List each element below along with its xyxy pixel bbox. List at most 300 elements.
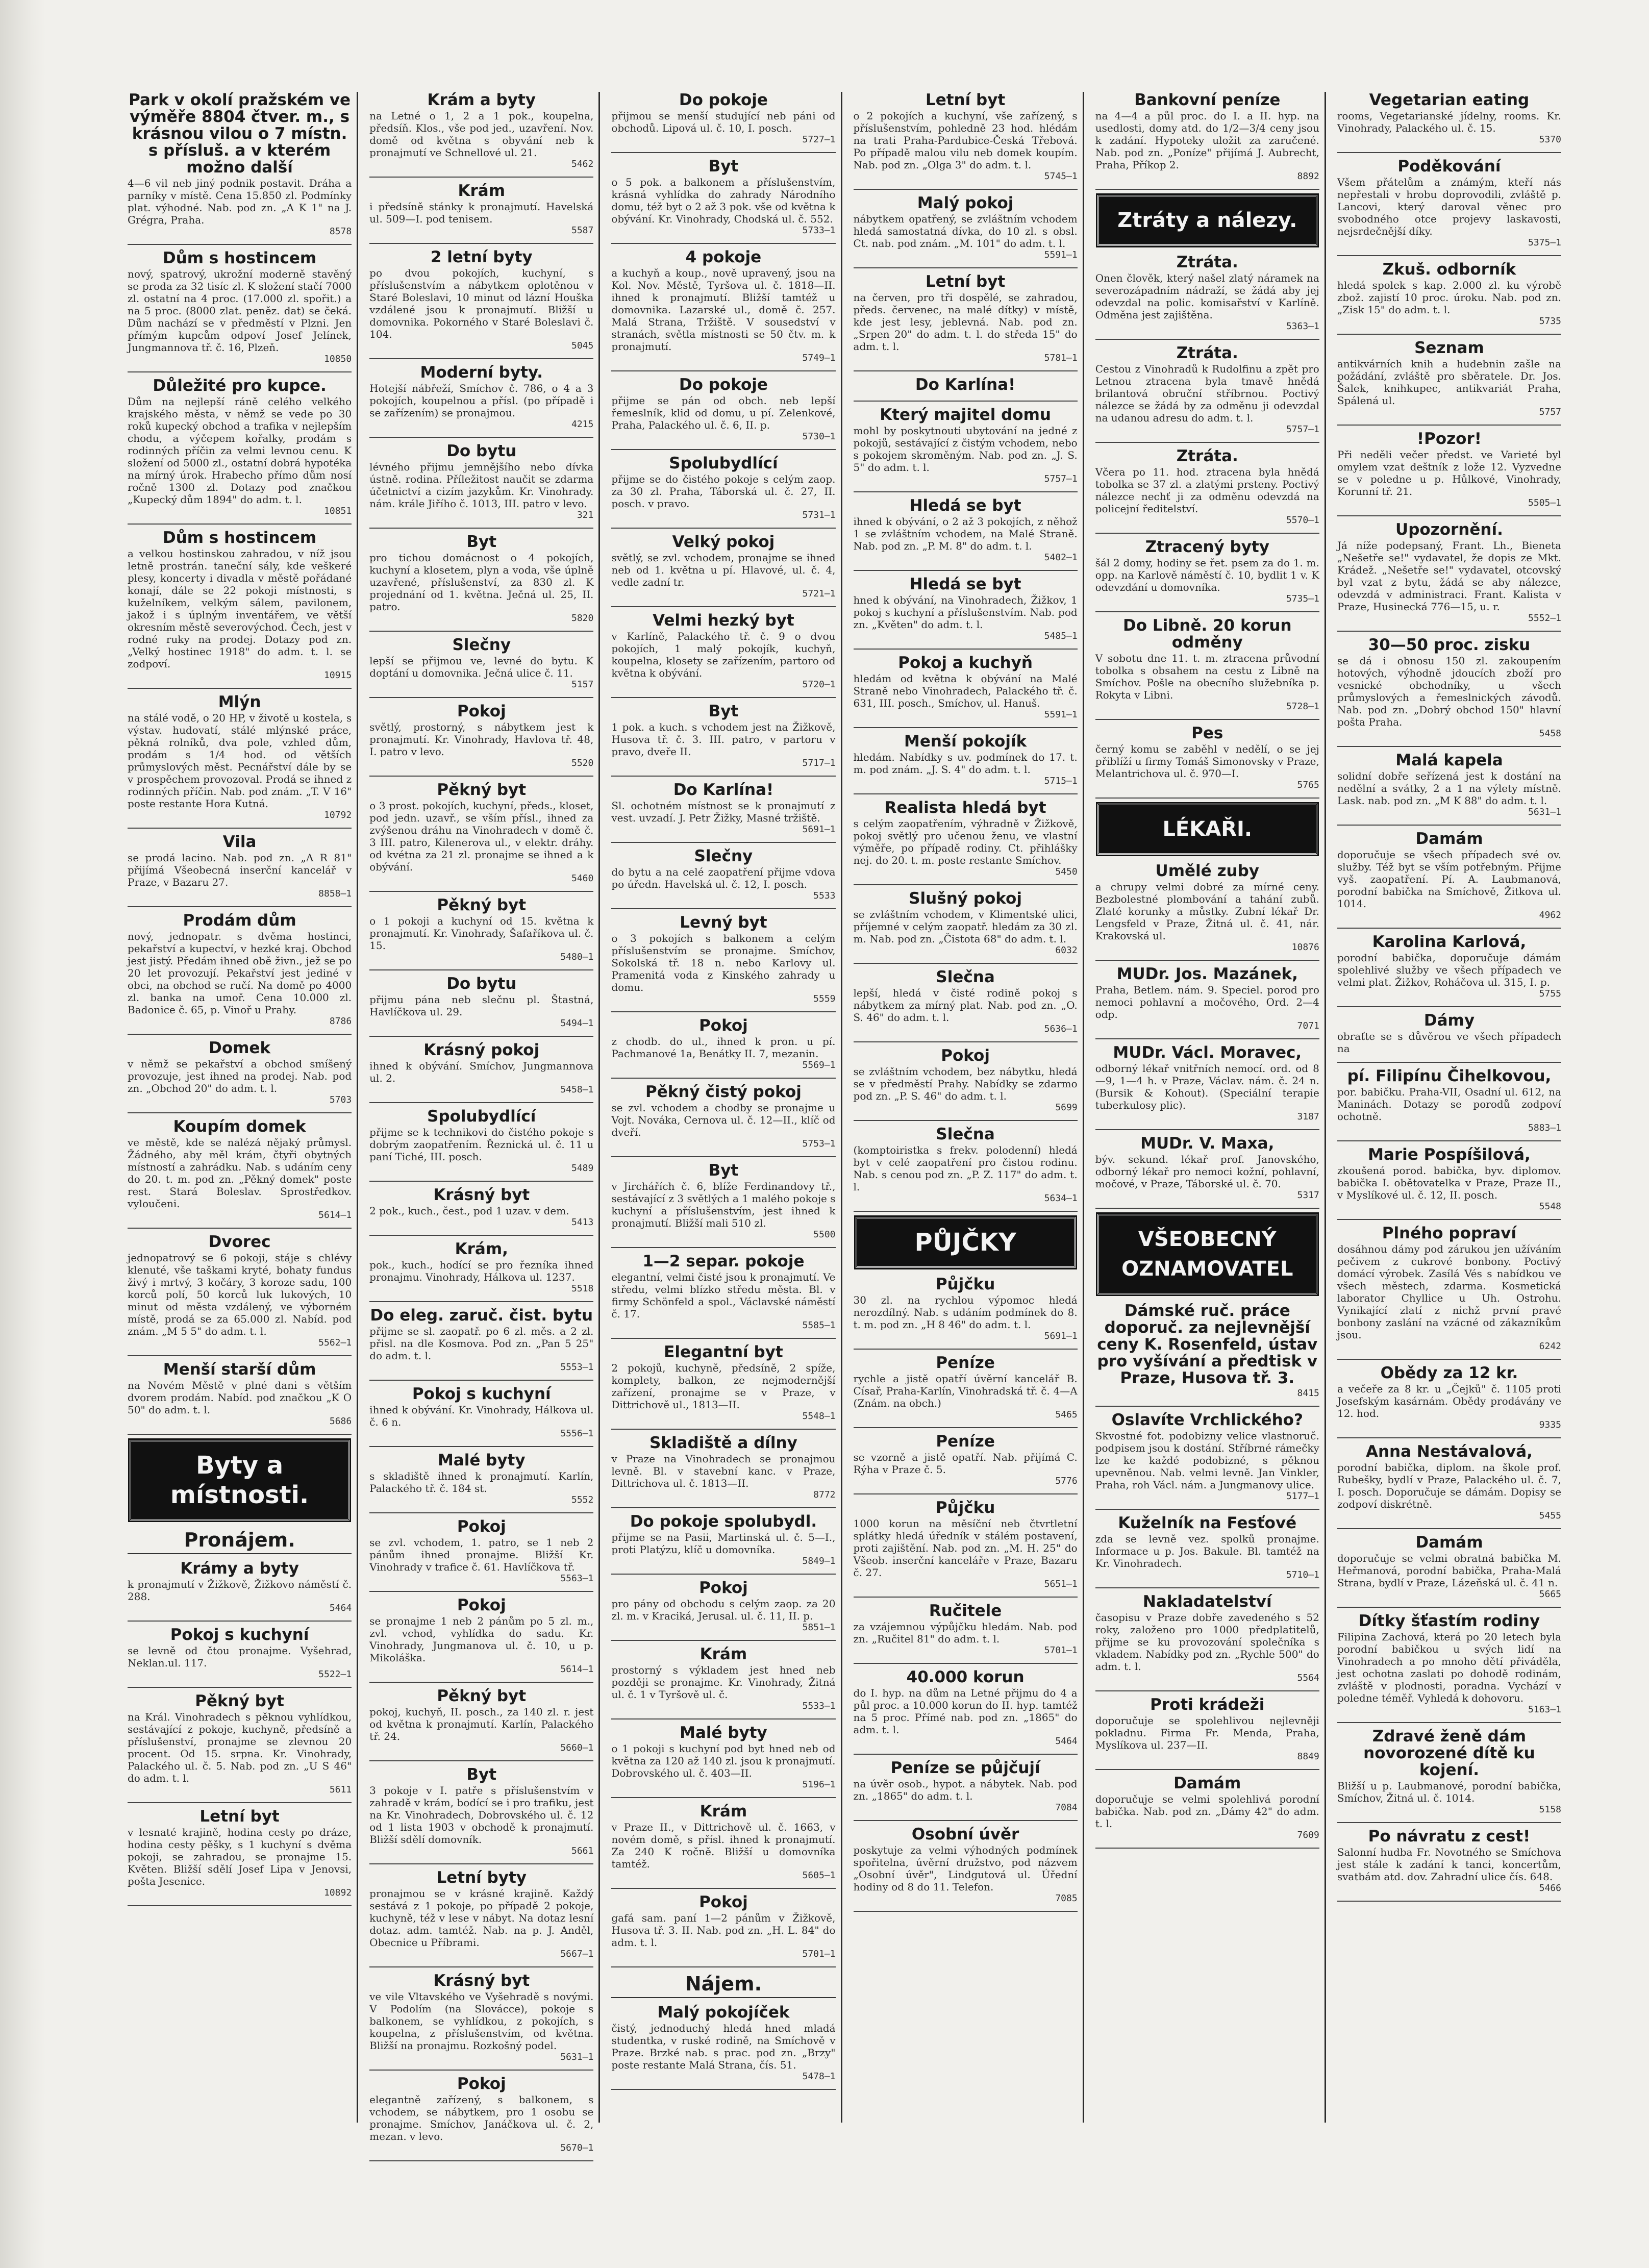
ad-divider bbox=[369, 1446, 593, 1447]
classified-ad bbox=[611, 703, 835, 768]
ad-body: Já níže podepsaný, Frant. Lh., Bieneta „Nešetře se!" vydavatel, že dopis ze Mkt. Krádež. „Nešetře se!" vydavatel, otcovský byl vzat z bytu, žádá se aby nálezce, odevzdá v administraci. Frant. Kalista v Praze, Husinecká 776—15, u. r. bbox=[1337, 539, 1562, 613]
ad-title: Spolubydlící bbox=[427, 1107, 536, 1126]
classified-ad bbox=[1337, 158, 1561, 248]
ad-body: porodní babička, doporučuje dámám spolehlivé služby ve všech případech ve velmi plat. Žižkov, Roháčova ul. 315, I. p. bbox=[1337, 952, 1562, 988]
ad-divider bbox=[369, 528, 593, 529]
classified-ad bbox=[369, 1766, 593, 1856]
ad-reference-number: 7609 bbox=[1297, 1830, 1319, 1840]
ad-divider bbox=[611, 1507, 835, 1508]
ad-body: nový, spatrový, ukrožní moderně stavěný se proda za 32 tisíc zl. K složení stačí 7000 zl. ostatní na 4 proc. (17.000 zl. spořit.) a na 5 proc. (8000 zlat. peněz. dat) se čeká. Dům nachází se v předměstí v Plzni. Jen přímým kupcům odpoví Josef Jelínek, Jungmannova tř. č. 16, Plzeň. bbox=[128, 268, 352, 354]
ad-title: Pokoj bbox=[699, 1016, 748, 1035]
ad-body: šál 2 domy, hodiny se řet. psem za do 1. m. opp. na Karlově náměstí č. 10, bydlit 1 v. K odevzdání u domovníka. bbox=[1095, 557, 1319, 593]
ad-body: se prodá lacino. Nab. pod zn. „A R 81" přijímá Všeobecná inserční kancelář v Praze, v Bazaru 27. bbox=[128, 852, 352, 888]
ad-reference-number: 5781—1 bbox=[1044, 353, 1078, 363]
ad-body: na červen, pro tři dospělé, se zahradou, předs. červenec, na malé dítky) v místě, kde jest lesy, jeblevná. Nab. pod zn. „Srpen 20" do adm. t. l. do středa 15" do adm. t. l. bbox=[853, 291, 1078, 353]
ad-body: s skladiště ihned k pronajmutí. Karlín, Palackého tř. č. 184 st. bbox=[369, 1470, 594, 1494]
ad-body: lepší se přijmou ve, levné do bytu. K doptání u domovnika. Ječná ulice č. 11. bbox=[369, 655, 594, 679]
classified-ad bbox=[369, 897, 593, 962]
ad-reference-number: 6032 bbox=[1055, 945, 1078, 956]
ad-body: na 4—4 a půl proc. do I. a II. hyp. na usedlosti, domy atd. do 1/2—3/4 ceny jsou k zadání. Hypoteky uložit za zaručené. Nab. pod zn. „Poníze" přijímá J. Aubrecht, Praha, Příkop 2. bbox=[1095, 110, 1319, 171]
ad-divider bbox=[369, 891, 593, 892]
ad-reference-number: 5710—1 bbox=[1286, 1569, 1319, 1580]
ad-title: MUDr. Jos. Mazánek, bbox=[1116, 965, 1298, 983]
classified-ad bbox=[611, 1646, 835, 1711]
ad-reference-number: 5317 bbox=[1297, 1190, 1319, 1201]
ad-divider bbox=[611, 528, 835, 529]
ad-body: 4—6 vil neb jiný podnik postavit. Dráha a parníky v místě. Cena 15.850 zl. Podmínky plat. výhodné. Nab. pod zn. „A K 1" na J. Grégra, Praha. bbox=[128, 177, 352, 226]
classified-ad bbox=[369, 1386, 593, 1439]
ad-body: býv. sekund. lékař prof. Janovského, odborný lékař pro nemoci kožní, pohlavní, močové, v Praze, Táborské ul. č. 70. bbox=[1095, 1153, 1319, 1190]
ad-title: Letní byty bbox=[436, 1868, 527, 1887]
ad-reference-number: 5614—1 bbox=[560, 1664, 594, 1675]
ad-title: Malá kapela bbox=[1395, 751, 1503, 769]
ad-reference-number: 5587 bbox=[571, 225, 594, 236]
ad-body: mohl by poskytnouti ubytování na jedné z pokojů, sestávající z čistým vchodem, nebo s pokojem skroměným. Nab. pod zn. „J. S. 5" do adm. t. l. bbox=[853, 425, 1078, 473]
classified-ad bbox=[1337, 637, 1561, 739]
classified-ad bbox=[1095, 92, 1319, 182]
ad-divider bbox=[369, 1301, 593, 1302]
ad-divider bbox=[128, 1228, 352, 1229]
ad-title: Krám a byty bbox=[427, 91, 536, 109]
ad-title: 40.000 korun bbox=[906, 1668, 1025, 1686]
classified-ad bbox=[369, 534, 593, 624]
classified-ad bbox=[611, 1344, 835, 1422]
ad-body: Filipina Zachová, která po 20 letech byla porodní babičkou u svých lidí na Vinohradech a po mnoho dětí přiváděla, jest ochotna zaslati po dohodě rodinám, zvláště v plodnosti, poradna. Vychází v poledne téměř. Vyhledá k dohovoru. bbox=[1337, 1631, 1562, 1704]
ad-reference-number: 5157 bbox=[571, 679, 594, 690]
ad-reference-number: 5533 bbox=[813, 890, 836, 901]
classified-ad bbox=[128, 1693, 352, 1795]
classified-ad bbox=[1337, 1225, 1561, 1352]
ad-body: jednopatrový se 6 pokoji, stáje s chlévy klenuté, vše taškami kryté, bohaty fundus živý i mrtvý, 3 kočáry, 3 koroze sadu, 100 korců polí, 50 korců luk lukových, 10 minut od města vzdálený, ve výborném místě, prodá se za 65.000 zl. Nabíd. pod znám. „M 5 5" do adm. t. l. bbox=[128, 1252, 352, 1337]
classified-ad bbox=[1337, 1534, 1561, 1600]
ad-reference-number: 5500 bbox=[813, 1229, 836, 1240]
ad-reference-number: 7085 bbox=[1055, 1893, 1078, 1904]
classified-ad bbox=[369, 2076, 593, 2153]
ad-body: do bytu a na celé zaopatření přijme vdova po úředn. Havelská ul. č. 12, I. posch. bbox=[611, 866, 836, 890]
ad-title: Který majitel domu bbox=[880, 406, 1051, 424]
ad-title: Ztráta. bbox=[1176, 344, 1238, 362]
ad-divider bbox=[611, 1888, 835, 1889]
ad-title: Pokoj bbox=[457, 1517, 506, 1536]
classified-ad bbox=[854, 1355, 1078, 1420]
ad-body: k pronajmutí v Žižkově, Žižkovo náměstí č. 288. bbox=[128, 1578, 352, 1603]
ad-body: na Novém Městě v plné dani s větším dvorem prodám. Nabíd. pod značkou „K O 50" do adm. t. l. bbox=[128, 1379, 352, 1416]
ad-body: na Král. Vinohradech s pěknou vyhlídkou, sestávající z pokoje, kuchyně, předsíně a příslušenství, pronajme se zlevnou 20 procent. Od 15. srpna. Kr. Vinohrady, Palackého ul. č. 5. Nab. pod zn. „U S 46" do adm. t. l. bbox=[128, 1711, 352, 1784]
ad-reference-number: 5458 bbox=[1539, 728, 1562, 739]
ad-title: Elegantní byt bbox=[664, 1343, 783, 1361]
ad-reference-number: 5413 bbox=[571, 1217, 594, 1228]
ad-divider bbox=[611, 1011, 835, 1012]
ad-body: o 5 pok. a balkonem a příslušenstvím, krásná vyhlídka do zahrady Národního domu, též byt o 2 až 3 pok. vše od května k obývání. Kr. Vinohrady, Chodská ul. č. 552. bbox=[611, 176, 836, 225]
classified-ad bbox=[854, 1126, 1078, 1204]
ad-title: Skladiště a dílny bbox=[649, 1434, 797, 1452]
ad-divider bbox=[611, 1966, 835, 1967]
ad-title: Kuželník na Fesťové bbox=[1118, 1514, 1297, 1532]
ad-reference-number: 5701—1 bbox=[1044, 1645, 1078, 1656]
ad-reference-number: 5478—1 bbox=[802, 2071, 836, 2082]
ad-divider bbox=[1337, 1822, 1561, 1823]
ad-body: přijme se sl. zaopatř. po 6 zl. měs. a 2 zl. přisl. na dle Kosmova. Pod zn. „Pan 5 25" do adm. t. l. bbox=[369, 1325, 594, 1362]
ad-body: pronajmou se v krásné krajině. Každý sestává z 1 pokoje, po případě 2 pokoje, kuchyně, též v lese v nábyt. Na dotaz lesní dotaz. adm. tamtéž. Nab. na p. J. Anděl, Obecnice u Příbrami. bbox=[369, 1887, 594, 1949]
ad-title: Hledá se byt bbox=[909, 575, 1021, 593]
ad-divider bbox=[854, 1211, 1078, 1212]
ad-reference-number: 4962 bbox=[1539, 910, 1562, 920]
ad-reference-number: 5755 bbox=[1539, 988, 1562, 999]
ad-title: Pěkný byt bbox=[437, 896, 527, 914]
ad-title: Krásný byt bbox=[433, 1972, 530, 1990]
ad-body: černý komu se zaběhl v nedělí, o se jej přiblíží u firmy Tomáš Simonovsky v Praze, Melantrichova ul. č. 970—I. bbox=[1095, 743, 1319, 780]
classified-ad bbox=[1095, 1697, 1319, 1762]
classified-ad bbox=[1337, 431, 1561, 508]
ad-reference-number: 5720—1 bbox=[802, 679, 836, 690]
classified-ad bbox=[611, 782, 835, 835]
ad-title: Damám bbox=[1173, 1774, 1241, 1792]
ad-reference-number: 5757—1 bbox=[1044, 473, 1078, 484]
ad-divider bbox=[1095, 1769, 1319, 1770]
classified-ad bbox=[1095, 1775, 1319, 1840]
ad-body: doporučuje se velmi spolehlivá porodní babička. Nab. pod zn. „Dámy 42" do adm. t. l. bbox=[1095, 1793, 1319, 1830]
ad-reference-number: 5402—1 bbox=[1044, 552, 1078, 563]
ad-divider bbox=[369, 1863, 593, 1864]
ad-body: ihned k obývání, o 2 až 3 pokojích, z něhož 1 se zvláštním vchodem, na Malé Straně. Nab. pod zn. „P. M. 8" do adm. t. l. bbox=[853, 515, 1078, 552]
ad-title: Dům s hostincem bbox=[162, 249, 317, 267]
classified-ad bbox=[1095, 1135, 1319, 1201]
ad-reference-number: 5670—1 bbox=[560, 2142, 594, 2153]
ad-divider bbox=[1095, 1587, 1319, 1588]
classified-ad bbox=[369, 976, 593, 1029]
ad-divider bbox=[1095, 960, 1319, 961]
ad-body: časopisu v Praze dobře zavedeného s 52 roky, založeno pro 1000 předplatitelů, přijme se ku provozování společníka s vkladem. Nabídky pod zn. „Rychle 500" do adm. t. l. bbox=[1095, 1611, 1319, 1673]
ad-title: Pokoj a kuchyň bbox=[898, 654, 1033, 672]
ad-title: Domek bbox=[209, 1039, 271, 1057]
classified-ad bbox=[1095, 1593, 1319, 1683]
classified-ad bbox=[369, 249, 593, 351]
ad-body: se zvl. vchodem a chodby se pronajme u Vojt. Nováka, Cernova ul. č. 12—II., klíč od dveří. bbox=[611, 1102, 836, 1138]
ad-reference-number: 5849—1 bbox=[802, 1556, 836, 1566]
ad-body: Hotejší nábřeží, Smíchov č. 786, o 4 a 3 pokojích, koupelnou a přísl. (po případě i se zařízením) se pronajmou. bbox=[369, 382, 594, 419]
ad-body: por. babičku. Praha-VII, Osadní ul. 612, na Maninách. Dotazy se porodů zodpoví ochotně. bbox=[1337, 1086, 1562, 1123]
ad-divider bbox=[854, 491, 1078, 492]
classified-ad bbox=[128, 1040, 352, 1105]
ad-reference-number: 5776 bbox=[1055, 1476, 1078, 1486]
ad-body: přijme se na Pasii, Martinská ul. č. 5—I., proti Platýzu, klíč u domovníka. bbox=[611, 1531, 836, 1556]
ad-body: gafá sam. paní 1—2 pánům v Žižkově, Husova tř. 3. II. Nab. pod zn. „H. L. 84" do adm. t. l. bbox=[611, 1912, 836, 1949]
ad-body: přijme se pán od obch. neb lepší řemeslník, klid od domu, u pí. Zelenkové, Praha, Palackého ul. č. 6, II. p. bbox=[611, 394, 836, 431]
ad-reference-number: 10915 bbox=[323, 670, 352, 681]
ad-body: v Jirchářích č. 6, blíže Ferdinandovy tř., sestávající z 3 světlých a 1 malého pokoje s kuchyní a příslušenstvím, jest ihned k pronajmutí. Bližší mali 510 zl. bbox=[611, 1180, 836, 1229]
ad-divider bbox=[611, 2089, 835, 2090]
ad-title: Dítky šťastím rodiny bbox=[1358, 1612, 1540, 1630]
classified-ad bbox=[854, 1048, 1078, 1113]
ad-title: Upozornění. bbox=[1395, 520, 1503, 539]
ad-title: Prodám dům bbox=[183, 911, 296, 930]
ad-body: se zvláštním vchodem, v Klimentské ulici, příjemné v celým zaopatř. hledám za 30 zl. m. Nab. pod zn. „Čistota 68" do adm. t. l. bbox=[853, 908, 1078, 945]
ad-divider bbox=[1337, 1437, 1561, 1438]
ad-title: Malý pokoj bbox=[917, 194, 1014, 212]
ad-reference-number: 5559 bbox=[813, 993, 836, 1004]
classified-ad bbox=[611, 455, 835, 520]
classified-ad bbox=[128, 1560, 352, 1613]
ad-body: o 3 prost. pokojích, kuchyní, předs., kloset, pod jedn. uzavř., se vším přísl., ihned za zvýšenou dráhu na Vinohradech v domě č. 3 III. patro, Kilenerova ul., v elektr. dráhy. od kvétna za 21 zl. pronajme se ihned a k obývání. bbox=[369, 800, 594, 873]
ad-reference-number: 5661 bbox=[571, 1846, 594, 1856]
ad-reference-number: 5494—1 bbox=[560, 1018, 594, 1029]
classified-ad bbox=[128, 250, 352, 364]
ad-body: obraťte se s důvěrou ve všech případech na bbox=[1337, 1030, 1562, 1055]
ad-body: lévného přijmu jemnějšího nebo dívka ústně. rodina. Příležitost naučit se zdarma účetnictví a cizím jazykům. Kr. Vinohrady. nám. krále Jiřího č. 1013, III. patro v levo. bbox=[369, 461, 594, 510]
ad-body: Bližší u p. Laubmanové, porodní babička, Smíchov, Žitná ul. č. 1014. bbox=[1337, 1780, 1562, 1804]
ad-divider bbox=[1095, 442, 1319, 443]
ad-body: pro pány od obchodu s celým zaop. za 20 zl. m. v Kraciká, Jerusal. ul. č. 11, II. p. bbox=[611, 1598, 836, 1622]
ad-body: 2 pok., kuch., čest., pod 1 uzav. v dem. bbox=[369, 1205, 569, 1217]
ad-title: Byt bbox=[708, 1161, 739, 1180]
ad-body: zkoušená porod. babička, byv. diplomov. babička I. obětovatelka v Praze, Praze II., v Myslíkové ul. č. 12, II. posch. bbox=[1337, 1164, 1562, 1201]
ad-title: Spolubydlící bbox=[669, 454, 778, 472]
ad-divider bbox=[854, 649, 1078, 650]
ad-body: nábytkem opatřený, se zvláštním vchodem hledá samostatná dívka, do 10 zl. s obsl. Ct. nab. pod znám. „M. 101" do adm. t. l. bbox=[853, 213, 1078, 250]
ad-title: Velký pokoj bbox=[672, 533, 775, 551]
ad-body: odborný lékař vnitřních nemocí. ord. od 8—9, 1—4 h. v Praze, Václav. nám. č. 24 n. (Bursik & Kohout). (Speciální terapie tuberkulosy plic). bbox=[1095, 1062, 1319, 1111]
ad-reference-number: 5636—1 bbox=[1044, 1024, 1078, 1034]
classified-ad bbox=[369, 1108, 593, 1174]
ad-title: Damám bbox=[1415, 1533, 1483, 1552]
ad-reference-number: 5665 bbox=[1539, 1589, 1562, 1600]
classified-ad bbox=[611, 1803, 835, 1881]
ad-reference-number: 5548—1 bbox=[802, 1411, 836, 1422]
ad-reference-number: 5660—1 bbox=[560, 1742, 594, 1753]
ad-reference-number: 5731—1 bbox=[802, 510, 836, 520]
classified-ad bbox=[611, 1580, 835, 1633]
ad-title: Do bytu bbox=[446, 975, 517, 993]
ad-body: ihned k obývání. Kr. Vinohrady, Hálkova ul. č. 6 n. bbox=[369, 1404, 594, 1428]
ad-body: a velkou hostinskou zahradou, v níž jsou letně prostrán. taneční sály, kde veškeré plesy, koncerty i divadla v městě pořádané konají, dále se 22 pokoji místnosti, s kuželníkem, velkým sálem, pavilonem, jakož i s úplným inventářem, ve větší okresním městě severovýchod. Čech, jest v rodné ruky na prodej. Dotazy pod zn. „Velký hostinec 1918" do adm. t. l. se zodpoví. bbox=[128, 547, 352, 670]
ad-body: elegantní, velmi čisté jsou k pronajmutí. Ve středu, velmi blízko středu města. Bl. v firmy Schönfeld a spol., Václavské náměstí č. 17. bbox=[611, 1271, 836, 1320]
ad-reference-number: 321 bbox=[577, 510, 594, 520]
ad-divider bbox=[369, 776, 593, 777]
ad-title: Moderní byty. bbox=[420, 363, 543, 382]
ad-divider bbox=[1095, 1509, 1319, 1510]
ad-divider bbox=[128, 688, 352, 689]
ad-divider bbox=[1095, 1690, 1319, 1691]
ad-reference-number: 8892 bbox=[1297, 171, 1319, 182]
classified-ad bbox=[854, 1500, 1078, 1589]
ad-reference-number: 5522—1 bbox=[318, 1669, 352, 1680]
ad-divider bbox=[1095, 189, 1319, 190]
ad-divider bbox=[611, 1718, 835, 1719]
ad-title: !Pozor! bbox=[1416, 430, 1482, 448]
ad-divider bbox=[854, 1041, 1078, 1042]
ad-reference-number: 5691—1 bbox=[1044, 1331, 1078, 1341]
section-heading: Nájem. bbox=[611, 1973, 835, 1998]
ad-reference-number: 5570—1 bbox=[1286, 515, 1319, 526]
ad-body: a kuchyň a koup., nově upravený, jsou na Kol. Nov. Městě, Tyršova ul. č. 1818—II. ihned k pronajmutí. Bližší tamtéž u domovnika. Lazarské ul., domě č. 257. Malá Strana, Tržiště. V sousedství v stranách, světla místnosti se 50 čtv. m. k pronajmutí. bbox=[611, 267, 836, 353]
ad-divider bbox=[128, 1434, 352, 1435]
ad-reference-number: 7071 bbox=[1297, 1020, 1319, 1031]
ad-reference-number: 5765 bbox=[1297, 780, 1319, 790]
ad-divider bbox=[854, 1427, 1078, 1428]
ad-reference-number: 5460 bbox=[571, 873, 594, 884]
ad-divider bbox=[854, 1493, 1078, 1494]
ad-title: MUDr. V. Maxa, bbox=[1140, 1134, 1275, 1153]
ad-body: přijmu pána neb slečnu pl. Štastná, Havlíčkova ul. 29. bbox=[369, 993, 594, 1018]
ad-body: ve městě, kde se nalézá nějaký průmysl. Žádného, aby měl krám, čtyři obytných místností a zahrádku. Nab. s udáním ceny do 20. t. m. pod zn. „Pěkný domek" poste rest. Stará Boleslav. Sprostředkov. vyloučeni. bbox=[128, 1136, 352, 1210]
classified-ad bbox=[611, 612, 835, 690]
ad-body: nový, jednopatr. s dvěma hostinci, pekařství a kupectví, v hezké kraj. Obchod jest jistý. Předám ihned obě živn., jež se po 20 let provozují. Pekařství jest jediné v obci, na obchod se ručí. Na domě po 4000 zl. banka na umoř. Cena 10.000 zl. Badonice č. 65, p. Vinoř u Prahy. bbox=[128, 930, 352, 1016]
ad-title: Malý pokojíček bbox=[657, 2003, 790, 2022]
classified-ad bbox=[854, 1433, 1078, 1486]
ad-body: ve vile Vltavského ve Vyšehradě s novými. V Podolím (na Slovácce), pokoje s balkonem, se vyhlídkou, z pokojích, s koupelna, z příslušenstvím, od května. Bližší na pronajmu. Rozkošný podel. bbox=[369, 1990, 594, 2052]
ad-column-3 bbox=[611, 92, 842, 2123]
ad-divider bbox=[1337, 746, 1561, 747]
ad-title: Poděkování bbox=[1397, 157, 1501, 176]
ad-reference-number: 5480—1 bbox=[560, 952, 594, 962]
ad-divider bbox=[1337, 1359, 1561, 1360]
ad-body: Skvostné fot. podobizny velice vlastnoruč. podpisem jsou k dostání. Stříbrné rámečky lze ke každé podobizné, s pěknou upevněnou. Nab. velmi levně. Jan Vinkler, Praha, roh Václ. nám. a Jungmanovy ulice. bbox=[1095, 1430, 1319, 1491]
classified-ad bbox=[1337, 1443, 1561, 1521]
ad-divider bbox=[611, 697, 835, 698]
classified-ad bbox=[1095, 345, 1319, 435]
ad-reference-number: 5727—1 bbox=[802, 134, 836, 145]
ad-divider bbox=[1337, 928, 1561, 929]
ad-divider bbox=[854, 401, 1078, 402]
ad-reference-number: 10850 bbox=[323, 354, 352, 364]
classified-ad bbox=[611, 1513, 835, 1566]
ad-reference-number: 7084 bbox=[1055, 1802, 1078, 1813]
ad-divider bbox=[854, 1820, 1078, 1821]
ad-divider bbox=[854, 1349, 1078, 1350]
ad-title: Osobní úvěr bbox=[911, 1825, 1019, 1843]
page-binding-edge bbox=[0, 0, 46, 2268]
ad-reference-number: 5591—1 bbox=[1044, 709, 1078, 720]
classified-ad bbox=[369, 1870, 593, 1959]
ad-divider bbox=[611, 776, 835, 777]
classified-ad bbox=[1095, 1044, 1319, 1122]
ad-reference-number: 5735—1 bbox=[1286, 593, 1319, 604]
ad-reference-number: 5851—1 bbox=[802, 1622, 836, 1633]
ad-reference-number: 5717—1 bbox=[802, 758, 836, 768]
ad-body: do I. hyp. na dům na Letné přijmu do 4 a půl proc. a 10.000 korun do II. hyp. tamtéž na 5 proc. Přímé nab. pod zn. „1865" do adm. t. l. bbox=[853, 1687, 1078, 1736]
ad-reference-number: 8772 bbox=[813, 1489, 836, 1500]
ad-divider bbox=[854, 1754, 1078, 1755]
section-banner: VŠEOBECNÝ OZNAMOVATEL bbox=[1097, 1214, 1317, 1294]
ad-divider bbox=[128, 244, 352, 245]
classified-ad bbox=[854, 497, 1078, 563]
ad-body: 3 pokoje v I. patře s příslušenstvím v zahradě v krám, bodící se i pro trafiku, jest na Kr. Vinohradech, Dobrovského ul. č. 12 od 1 lista 1903 v obchodě k pronajmutí. Bližší sdělí domovník. bbox=[369, 1784, 594, 1846]
classified-ad bbox=[128, 1234, 352, 1348]
ad-divider bbox=[611, 449, 835, 450]
ad-title: Ztracený byty bbox=[1145, 538, 1269, 556]
ad-divider bbox=[611, 1574, 835, 1575]
ad-title: Letní byt bbox=[925, 91, 1006, 109]
ad-title: Pokoj bbox=[457, 1596, 506, 1614]
ad-divider bbox=[1337, 1607, 1561, 1608]
ad-body: porodní babička, diplom. na škole prof. Rubešky, bydlí v Praze, Palackého ul. č. 7, I. posch. Doporučuje se dámám. Dopisy se zodpoví diskrétně. bbox=[1337, 1461, 1562, 1510]
ad-body: rychle a jistě opatří úvěrní kancelář B. Císař, Praha-Karlín, Vinohradská tř. č. 4—A (Znám. na obch.) bbox=[853, 1373, 1078, 1409]
ad-divider bbox=[369, 358, 593, 359]
ad-body: se levně od čtou pronajme. Vyšehrad, Neklan.ul. 117. bbox=[128, 1644, 352, 1669]
ad-title: Do eleg. zaruč. čist. bytu bbox=[370, 1306, 593, 1325]
ad-title: Krásný pokoj bbox=[423, 1041, 540, 1059]
ad-title: 30—50 proc. zisku bbox=[1368, 636, 1531, 654]
classified-ad bbox=[854, 1276, 1078, 1341]
classified-ad bbox=[854, 655, 1078, 720]
ad-divider bbox=[369, 437, 593, 438]
classified-ad bbox=[854, 969, 1078, 1034]
ad-reference-number: 5462 bbox=[571, 159, 594, 169]
ad-title: Malé byty bbox=[437, 1451, 526, 1469]
ad-title: MUDr. Václ. Moravec, bbox=[1113, 1043, 1302, 1062]
ad-divider bbox=[1095, 533, 1319, 534]
ad-divider bbox=[1095, 1406, 1319, 1407]
classified-ad bbox=[611, 914, 835, 1004]
classified-ad bbox=[1337, 1613, 1561, 1715]
ad-title: Slečna bbox=[936, 968, 995, 986]
classified-ad bbox=[1095, 448, 1319, 526]
ad-body: Sl. ochotném místnost se k pronajmutí z vest. uvzadí. J. Petr Žižky, Masné tržiště. bbox=[611, 800, 836, 824]
ad-divider bbox=[128, 1621, 352, 1622]
ad-divider bbox=[1337, 425, 1561, 426]
classified-ad bbox=[128, 1118, 352, 1220]
ad-reference-number: 5552 bbox=[571, 1494, 594, 1505]
classified-ad bbox=[854, 890, 1078, 956]
classified-ad bbox=[369, 637, 593, 690]
ad-title: Plného popraví bbox=[1382, 1224, 1517, 1242]
classified-ad bbox=[369, 703, 593, 768]
ad-reference-number: 4215 bbox=[571, 419, 594, 430]
ad-reference-number: 5691—1 bbox=[802, 824, 836, 835]
ad-reference-number: 5631—1 bbox=[1528, 807, 1562, 817]
classified-ad bbox=[1337, 261, 1561, 327]
ad-body: 1 pok. a kuch. s vchodem jest na Žižkově, Husova tř. č. 3. III. patro, v partoru v pravo, dveře II. bbox=[611, 721, 836, 758]
ad-title: Do Karlína! bbox=[915, 376, 1016, 394]
ad-body: i předsíně stánky k pronajmutí. Havelská ul. 509—I. pod tenisem. bbox=[369, 201, 594, 225]
ad-body: v němž se pekařství a obchod smíšený provozuje, jest ihned na prodej. Nab. pod zn. „Obchod 20" do adm. t. l. bbox=[128, 1058, 352, 1094]
ad-reference-number: 5466 bbox=[1539, 1883, 1562, 1893]
ad-divider bbox=[854, 793, 1078, 794]
ad-title: Menší pokojík bbox=[904, 732, 1027, 751]
ad-title: Realista hledá byt bbox=[884, 799, 1046, 817]
ad-body: světlý, se zvl. vchodem, pronajme se ihned neb od 1. května u pí. Hlavové, ul. č. 4, vedle zadní tr. bbox=[611, 552, 836, 588]
classified-ad bbox=[854, 195, 1078, 260]
ad-divider bbox=[128, 1802, 352, 1803]
classified-ad bbox=[1337, 340, 1561, 417]
ad-title: Malé byty bbox=[680, 1724, 767, 1742]
ad-body: o 3 pokojích s balkonem a celým příslušenstvím se pronajme. Smíchov, Sokolská tř. 18 n. nebo Karlovy ul. Pramenitá voda z Kinského zahrady u domu. bbox=[611, 932, 836, 993]
ad-reference-number: 5533—1 bbox=[802, 1701, 836, 1711]
classified-ad bbox=[128, 1361, 352, 1427]
ad-divider bbox=[1337, 255, 1561, 256]
ad-title: Byt bbox=[466, 533, 497, 551]
ad-body: V sobotu dne 11. t. m. ztracena průvodní tobolka s obsahem na cestu z Libně na Smíchov. Pošle na obecního služebníka p. Rokyta v Libni. bbox=[1095, 652, 1319, 701]
classified-ad bbox=[369, 1973, 593, 2062]
ad-divider bbox=[611, 606, 835, 607]
ad-body: na úvěr osob., hypot. a nábytek. Nab. pod zn. „1865" do adm. t. l. bbox=[853, 1778, 1078, 1802]
classified-ad bbox=[854, 273, 1078, 363]
ad-body: Dům na nejlepší ráně celého velkého krajského města, v němž se vede po 30 roků kupecký obchod a trafika v nejlepším chodu, a výčepem kořalky, prodám s rodinných příčin za velmi levnou cenu. K složení od 5000 zl., ostatní dobrá hypotéka na mírný úrok. Hrabecho přímo dům nosí ročně 1300 zl. Dotazy pod značkou „Kupecký dům 1894" do adm. t. l. bbox=[128, 395, 352, 506]
ad-body: pokoj, kuchyň, II. posch., za 140 zl. r. jest od května k pronajmutí. Karlín, Palackého tř. 24. bbox=[369, 1706, 594, 1742]
ad-divider bbox=[1337, 1006, 1561, 1007]
ad-reference-number: 5563—1 bbox=[560, 1573, 594, 1584]
ad-divider bbox=[128, 1905, 352, 1906]
classified-ad bbox=[854, 1826, 1078, 1904]
ad-title: Po návratu z cest! bbox=[1368, 1827, 1531, 1846]
ad-reference-number: 5701—1 bbox=[802, 1949, 836, 1959]
ad-title: Pokoj bbox=[941, 1046, 990, 1065]
ad-title: Marie Pospíšilová, bbox=[1368, 1145, 1531, 1164]
classified-ad bbox=[611, 377, 835, 442]
ad-divider bbox=[128, 1112, 352, 1113]
ad-divider bbox=[128, 1034, 352, 1035]
ad-title: Slečny bbox=[452, 636, 511, 654]
